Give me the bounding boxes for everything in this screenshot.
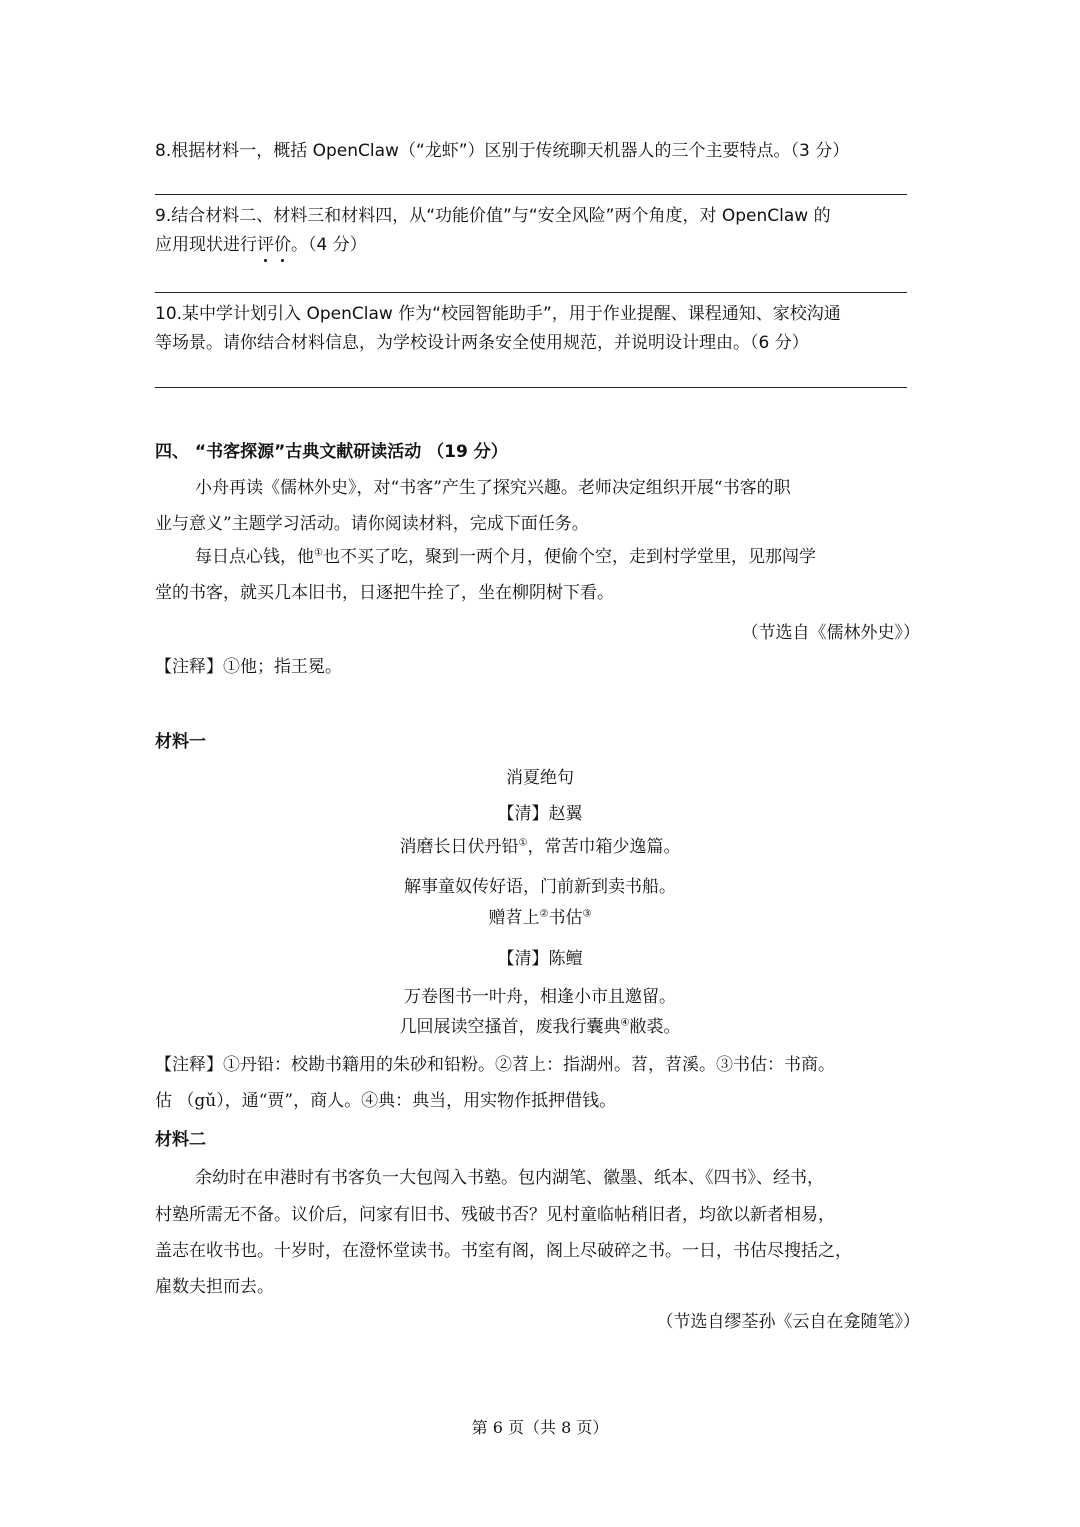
poem-2-line-1: 万卷图书一叶舟，相逢小市且邀留。 (404, 987, 676, 1007)
material-2-line-3: 盖志在收书也。十岁时，在澄怀堂读书。书室有阁，阁上尽破碎之书。一日，书估尽搜括之， (155, 1241, 852, 1261)
emphasis-char-1: 评 (257, 235, 274, 255)
excerpt-note: 【注释】①他；指王冕。 (155, 657, 342, 677)
poem-1-title: 消夏绝句 (506, 768, 574, 788)
poem-2-line-2-a: 几回展读空搔首，废我行囊典 (399, 1017, 621, 1037)
page-number: 第 6 页（共 8 页） (471, 1418, 609, 1437)
question-9-line-1: 9.结合材料二、材料三和材料四，从“功能价值”与“安全风险”两个角度，对 OpenClaw 的 (155, 206, 831, 226)
material-2-source: （节选自缪荃孙《云自在龛随笔》） (656, 1312, 920, 1332)
excerpt-text-a: 每日点心钱，他 (195, 547, 314, 567)
poem-2-title-a: 赠苕上 (488, 908, 540, 928)
section-4-heading: 四、 “书客探源”古典文献研读活动 （19 分） (155, 442, 508, 462)
footnote-marker-dian: ④ (620, 1017, 630, 1029)
question-10-line-1: 10.某中学计划引入 OpenClaw 作为“校园智能助手”，用于作业提醒、课程通知、家校沟通 (155, 304, 841, 324)
material-2-line-4: 雇数夫担而去。 (155, 1277, 274, 1297)
material-2-label: 材料二 (155, 1130, 206, 1150)
material-2-line-2: 村塾所需无不备。议价后，问家有旧书、残破书否？见村童临帖稍旧者，均欲以新者相易， (155, 1205, 835, 1225)
poem-1-line-1 (0, 836, 1080, 858)
footnote-marker-1: ① (314, 547, 323, 559)
poem-2-author: 【清】陈鳣 (497, 949, 583, 969)
question-9-text-a: 应用现状进行 (155, 235, 257, 255)
material-1-note-line-1: 【注释】①丹铅：校勘书籍用的朱砂和铅粉。②苕上：指湖州。苕，苕溪。③书估：书商。 (155, 1055, 835, 1075)
excerpt-source: （节选自《儒林外史》） (741, 623, 920, 643)
material-2-line-1: 余幼时在申港时有书客负一大包闯入书塾。包内湖笔、徽墨、纸本、《四书》、经书， (195, 1168, 824, 1188)
question-9-text-b: 。（4 分） (291, 235, 367, 255)
poem-2-title (0, 907, 1080, 929)
poem-2-line-2 (0, 1016, 1080, 1038)
poem-1-line-1-b: ，常苦巾箱少逸篇。 (527, 837, 681, 857)
footnote-marker-gu: ③ (582, 908, 592, 920)
excerpt-line-2: 堂的书客，就买几本旧书，日逐把牛拴了，坐在柳阴树下看。 (155, 583, 614, 603)
poem-2-title-b: 书估 (548, 908, 583, 928)
question-8: 8.根据材料一，概括 OpenClaw（“龙虾”）区别于传统聊天机器人的三个主要特点。（3 分） (155, 141, 850, 161)
poem-1-line-2: 解事童奴传好语，门前新到卖书船。 (404, 877, 676, 897)
section-4-intro-line-1: 小舟再读《儒林外史》，对“书客”产生了探究兴趣。老师决定组织开展“书客的职 (195, 478, 791, 498)
answer-line-10 (155, 387, 907, 388)
emphasis-char-2: 价 (274, 235, 291, 255)
poem-1-author: 【清】赵翼 (497, 804, 583, 824)
question-9-line-2 (155, 234, 367, 256)
material-1-note-line-2: 估 （gǔ），通“贾”，商人。④典：典当，用实物作抵押借钱。 (155, 1091, 617, 1111)
poem-1-line-1-a: 消磨长日伏丹铅 (399, 837, 519, 857)
answer-line-8 (155, 194, 907, 195)
excerpt-line-1 (195, 546, 816, 568)
section-4-intro-line-2: 业与意义”主题学习活动。请你阅读材料，完成下面任务。 (155, 514, 589, 534)
question-10-line-2: 等场景。请你结合材料信息，为学校设计两条安全使用规范，并说明设计理由。（6 分） (155, 333, 809, 353)
footnote-marker-dan: ① (518, 837, 528, 849)
material-1-label: 材料一 (155, 732, 206, 752)
poem-2-line-2-b: 敝裘。 (629, 1017, 681, 1037)
answer-line-9 (155, 292, 907, 293)
excerpt-text-b: 也不买了吃，聚到一两个月，便偷个空，走到村学堂里，见那闯学 (322, 547, 816, 567)
footnote-marker-tiao: ② (539, 908, 549, 920)
